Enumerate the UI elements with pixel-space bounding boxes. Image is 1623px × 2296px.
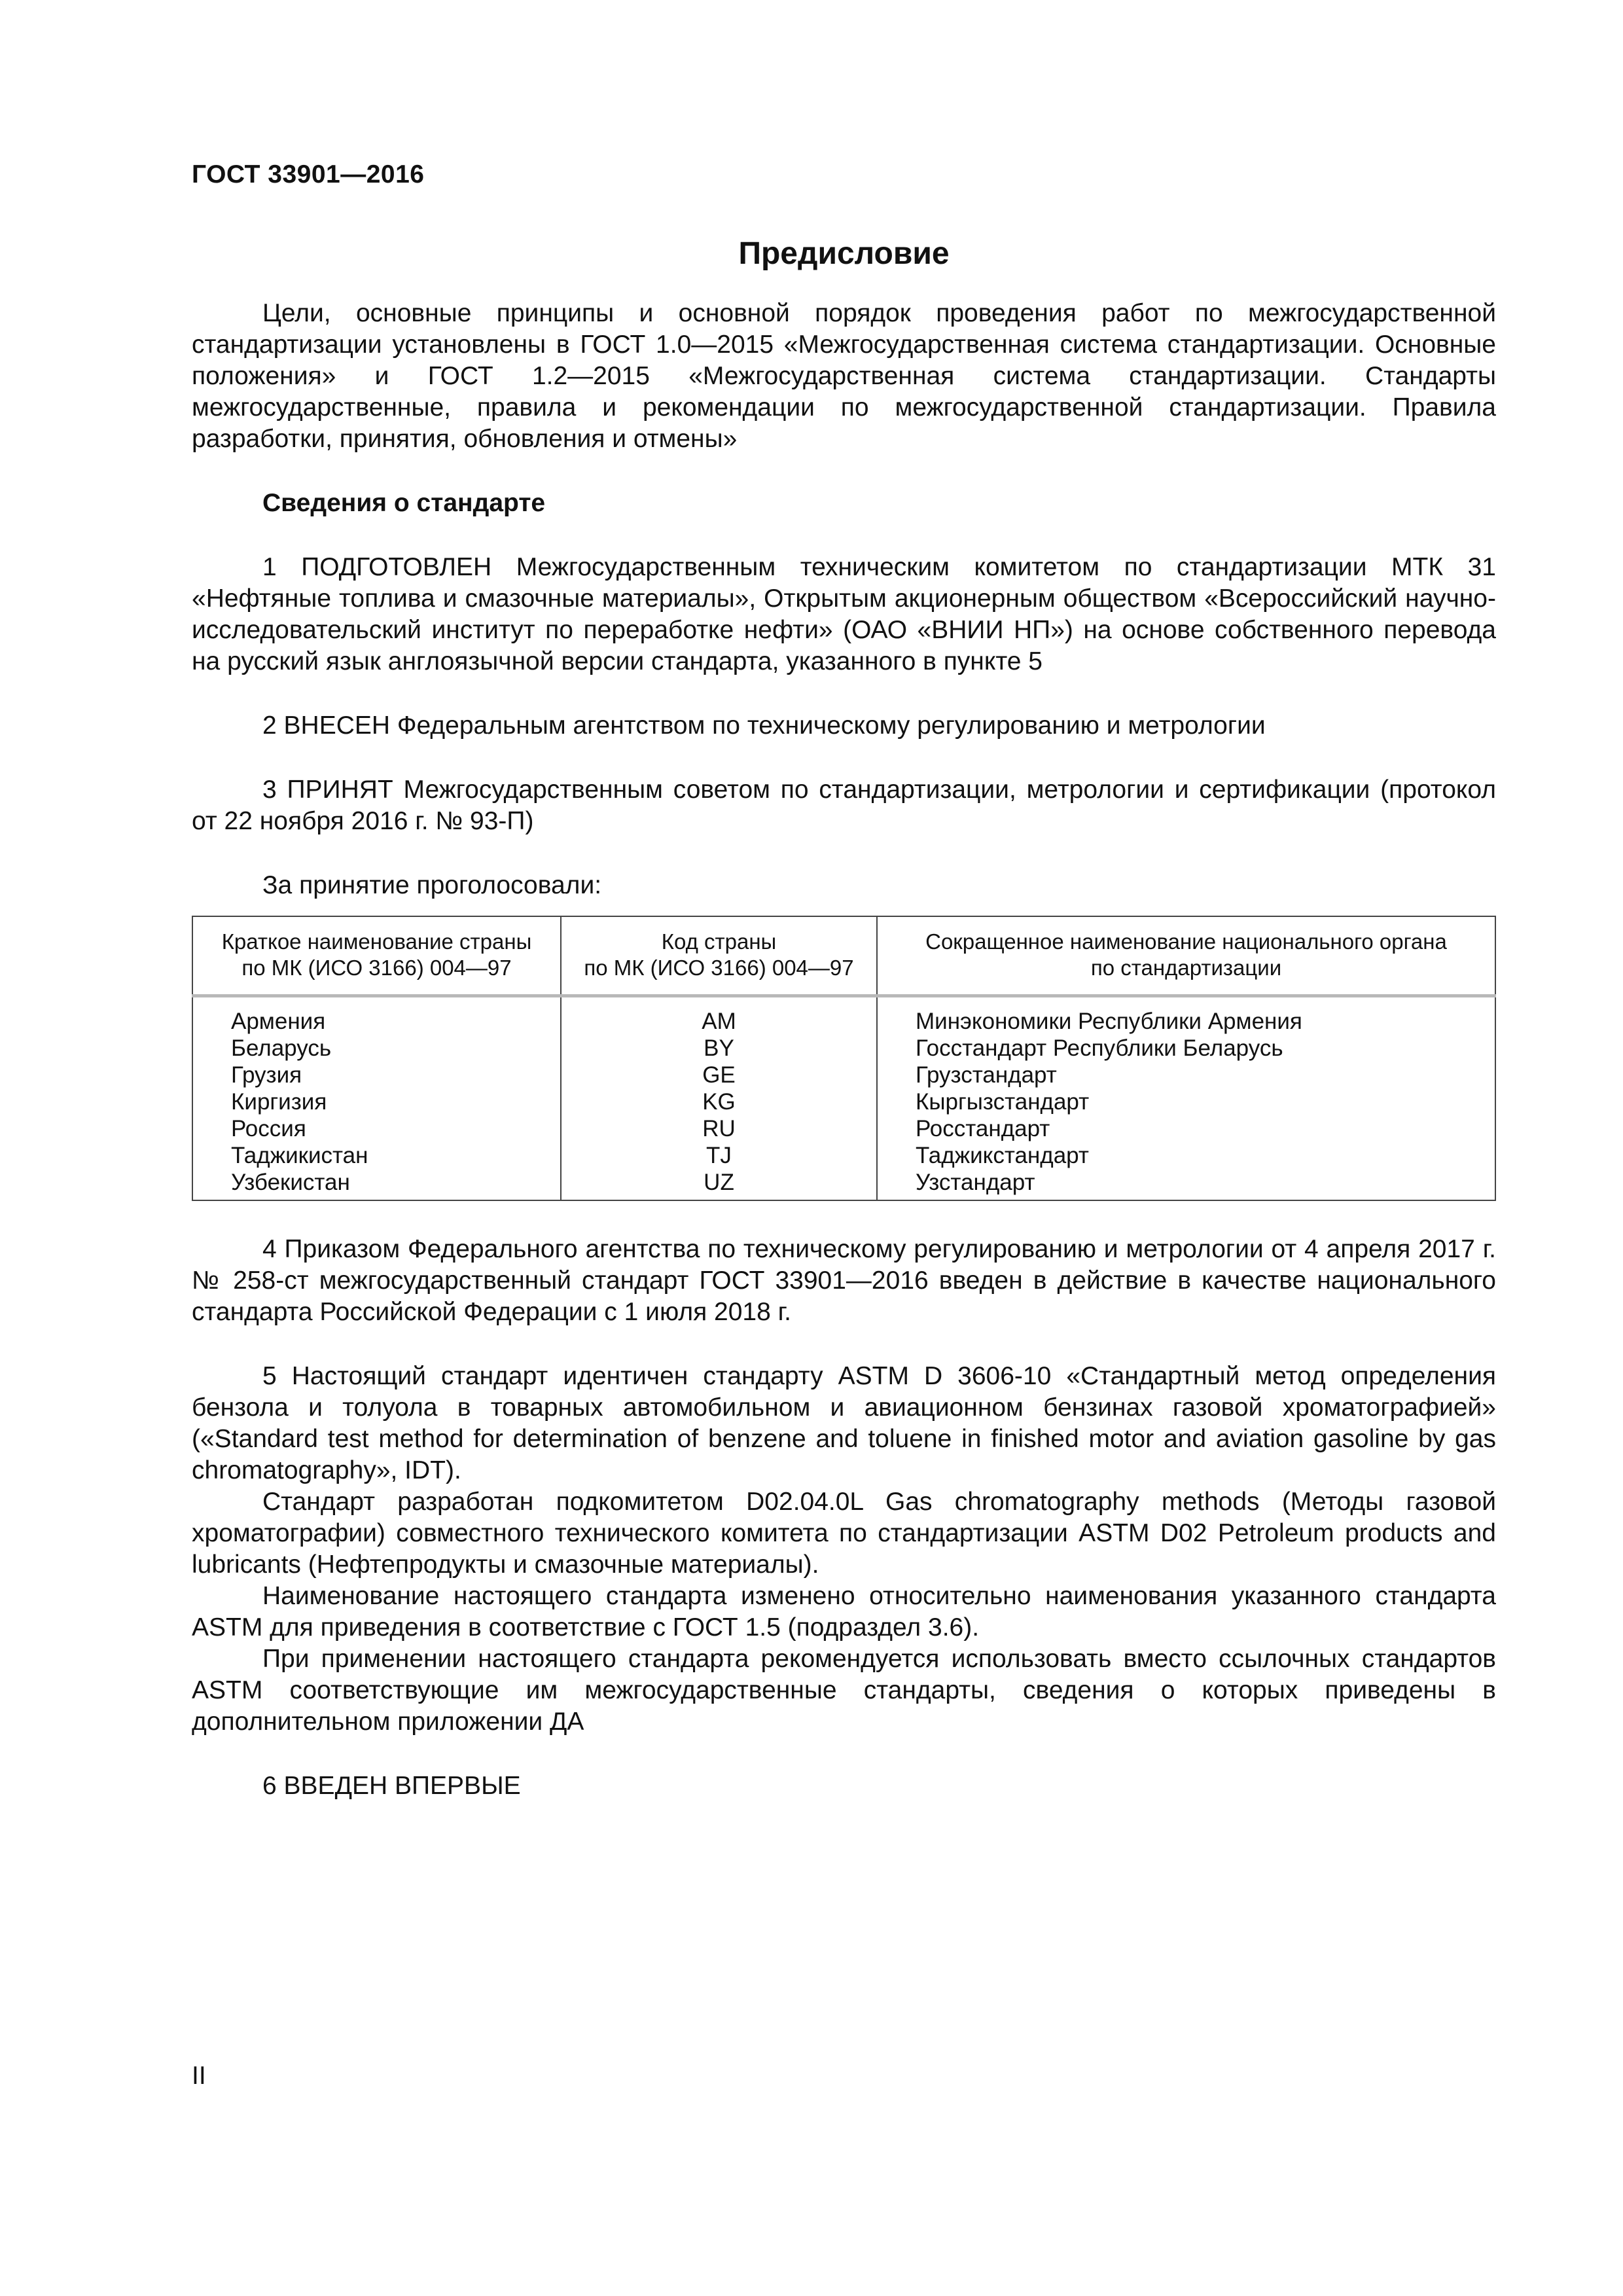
table-row (192, 1062, 1495, 1088)
item-5-developer: Стандарт разработан подкомитетом D02.04.0L Gas chromatography methods (Методы газовой хроматографии) совместного технического комитета по стандартизации ASTM D02 Petroleum products and lubricants (Нефтепродукты и смазочные материалы). (192, 1488, 1496, 1579)
item-3-adopted: 3 ПРИНЯТ Межгосударственным советом по стандартизации, метрологии и сертификации (протокол от 22 ноября 2016 г. № 93-П) (192, 776, 1496, 835)
country-name: Грузия (192, 1062, 561, 1088)
page-title: Предисловие (738, 236, 950, 271)
table-row (192, 1142, 1495, 1169)
intro-paragraph: Цели, основные принципы и основной порядок проведения работ по межгосударственной стандартизации установлены в ГОСТ 1.0—2015 «Межгосударственная система стандартизации. Основные положения» и ГОСТ 1.2—2015 «Межгосударственная система стандартизации. Стандарты межгосударственные, правила и рекомендации по межгосударственной стандартизации. Правила разработки, принятия, обновления и отмены» (192, 299, 1496, 453)
header-code-line1: Код страны (661, 929, 777, 954)
vote-intro: За принятие проголосовали: (262, 871, 602, 899)
country-name: Беларусь (192, 1035, 561, 1062)
header-country-line1: Краткое наименование страны (221, 929, 532, 954)
country-code: BY (561, 1035, 877, 1062)
table-header-code (561, 916, 877, 996)
country-name: Узбекистан (192, 1169, 561, 1200)
standards-body: Росстандарт (877, 1115, 1495, 1142)
table-header-body (877, 916, 1495, 996)
item-5-identical: 5 Настоящий стандарт идентичен стандарту ASTM D 3606-10 «Стандартный метод определения бензола и толуола в товарных автомобильном и авиационном бензинах газовой хроматографией» («Standard test method for determination of benzene and toluene in finished motor and aviation gasoline by gas chromatography», IDT). (192, 1362, 1496, 1484)
standards-body: Госстандарт Республики Беларусь (877, 1035, 1495, 1062)
item-4-enacted: 4 Приказом Федерального агентства по техническому регулированию и метрологии от 4 апреля 2017 г. № 258-ст межгосударственный стандарт ГОСТ 33901—2016 введен в действие в качестве национального стандарта Российской Федерации с 1 июля 2018 г. (192, 1235, 1496, 1326)
table-header-country (192, 916, 561, 996)
section-heading: Сведения о стандарте (262, 489, 546, 517)
item-2-submitted: 2 ВНЕСЕН Федеральным агентством по техническому регулированию и метрологии (262, 711, 1266, 740)
header-country-line2: по МК (ИСО 3166) 004—97 (241, 956, 512, 980)
country-code: UZ (561, 1169, 877, 1200)
standards-body: Кыргызстандарт (877, 1088, 1495, 1115)
header-body-line1: Сокращенное наименование национального органа (925, 929, 1447, 954)
item-6-introduced: 6 ВВЕДЕН ВПЕРВЫЕ (262, 1772, 521, 1800)
country-name: Таджикистан (192, 1142, 561, 1169)
header-body-line2: по стандартизации (1090, 956, 1282, 980)
country-code: KG (561, 1088, 877, 1115)
item-5-name-change: Наименование настоящего стандарта изменено относительно наименования указанного стандарта ASTM для приведения в соответствие с ГОСТ 1.5 (подраздел 3.6). (192, 1582, 1496, 1641)
table-row (192, 1088, 1495, 1115)
standard-code-header: ГОСТ 33901—2016 (192, 160, 425, 188)
standards-body: Узстандарт (877, 1169, 1495, 1200)
standards-body: Таджикстандарт (877, 1142, 1495, 1169)
country-code: AM (561, 996, 877, 1035)
table-row (192, 1035, 1495, 1062)
country-name: Армения (192, 996, 561, 1035)
document-body (192, 298, 1496, 1802)
country-code: TJ (561, 1142, 877, 1169)
country-code: RU (561, 1115, 877, 1142)
item-5-references: При применении настоящего стандарта рекомендуется использовать вместо ссылочных стандартов ASTM соответствующие им межгосударственные стандарты, сведения о которых приведены в дополнительном приложении ДА (192, 1645, 1496, 1736)
item-1-prepared: 1 ПОДГОТОВЛЕН Межгосударственным техническим комитетом по стандартизации МТК 31 «Нефтяные топлива и смазочные материалы», Открытым акционерным обществом «Всероссийский научно-исследовательский институт по переработке нефти» (ОАО «ВНИИ НП») на основе собственного перевода на русский язык англоязычной версии стандарта, указанного в пункте 5 (192, 553, 1496, 675)
table-row (192, 1169, 1495, 1200)
standards-body: Грузстандарт (877, 1062, 1495, 1088)
table-row (192, 996, 1495, 1035)
table-row (192, 1115, 1495, 1142)
country-name: Киргизия (192, 1088, 561, 1115)
country-name: Россия (192, 1115, 561, 1142)
standards-body: Минэкономики Республики Армения (877, 996, 1495, 1035)
table-header-row (192, 916, 1495, 996)
header-code-line2: по МК (ИСО 3166) 004—97 (584, 956, 854, 980)
country-code: GE (561, 1062, 877, 1088)
page-number: II (192, 2062, 206, 2090)
voting-table (192, 916, 1496, 1201)
